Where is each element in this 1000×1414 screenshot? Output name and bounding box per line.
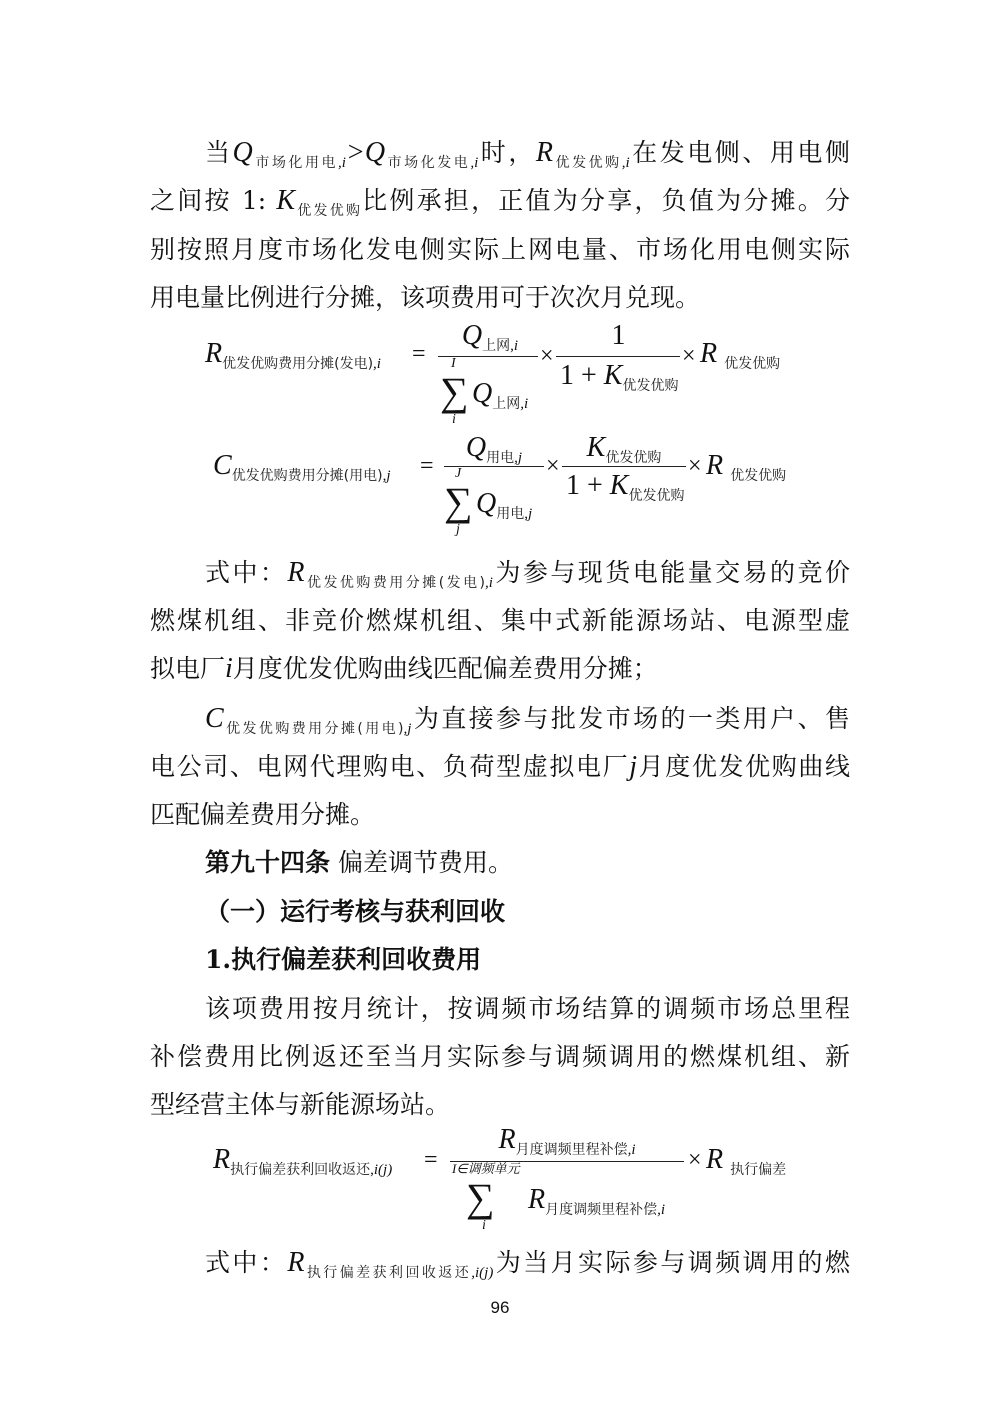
denominator-term: $R_{月度调频里程补偿,i}$ [528, 1184, 666, 1218]
paragraph-line: 匹配偏差费用分摊。 [150, 800, 376, 829]
equals-sign: = [420, 453, 434, 479]
times-sign: × [546, 453, 560, 479]
item-heading: 1.执行偏差获利回收费用 [205, 945, 482, 974]
article-title: 偏差调节费用。 [330, 848, 513, 877]
math-k: $K_{优发优购}$ [276, 185, 363, 219]
math-r: $R_{优发优购,i}$ [535, 137, 630, 171]
paragraph-line: 式中：$R_{执行偏差获利回收返还,i(j)}$为当月实际参与调频调用的燃 [205, 1247, 850, 1281]
denominator: $1 + K_{优发优购}$ [566, 470, 685, 504]
sum-upper-limit: I∈调频单元 [452, 1161, 520, 1176]
sum-lower-limit: j [456, 522, 460, 537]
equals-sign: = [412, 341, 426, 367]
numerator: 1 [611, 320, 626, 351]
times-sign: × [682, 343, 696, 369]
math-r: $R_{优发优购费用分摊(发电),i}$ [287, 557, 493, 591]
times-sign: × [540, 343, 554, 369]
paragraph-line: 电公司、电网代理购电、负荷型虚拟电厂j月度优发优购曲线 [150, 751, 850, 782]
equals-sign: = [424, 1147, 438, 1173]
formula-factor: R $_{优发优购}$ [706, 450, 787, 484]
math-q: $Q_{市场化发电,i}$ [364, 137, 479, 171]
sum-upper-limit: I [451, 356, 456, 371]
math-r: $R_{执行偏差获利回收返还,i(j)}$ [287, 1247, 494, 1281]
formula-factor: R $_{执行偏差}$ [706, 1144, 787, 1178]
text: 当 [205, 138, 233, 167]
numerator: $Q_{用电,j}$ [465, 432, 523, 466]
numerator: $R_{月度调频里程补偿,i}$ [498, 1124, 636, 1158]
sum-lower-limit: i [452, 412, 456, 427]
paragraph-line: 补偿费用比例返还至当月实际参与调频调用的燃煤机组、新 [150, 1042, 850, 1071]
sum-sign: ∑ [466, 1175, 495, 1220]
page-number: 96 [490, 1298, 510, 1317]
paragraph-line [150, 184, 850, 218]
text: 时， [478, 138, 536, 167]
formula-lhs: $R_{优发优购费用分摊(发电),i}$ [205, 338, 381, 372]
numerator: $K_{优发优购}$ [586, 432, 662, 466]
formula-factor: R $_{优发优购}$ [700, 338, 781, 372]
paragraph-line: 该项费用按月统计，按调频市场结算的调频市场总里程 [205, 994, 850, 1023]
math-q: $Q_{市场化用电,i}$ [232, 137, 346, 171]
denominator-term: $Q_{上网,i}$ [472, 378, 529, 412]
sum-sign: ∑ [440, 369, 469, 414]
paragraph-line: 拟电厂i月度优发优购曲线匹配偏差费用分摊； [150, 653, 658, 684]
text: 之间按 1: [150, 186, 267, 215]
paragraph-line [205, 556, 850, 591]
math-gt: > [345, 137, 365, 168]
times-sign: × [688, 453, 702, 479]
text: 式中： [205, 558, 288, 587]
denominator-term: $Q_{用电,j}$ [476, 488, 533, 522]
paragraph-line [205, 136, 850, 171]
text: 在发电侧、用电侧 [629, 138, 850, 167]
paragraph-line: $C_{优发优购费用分摊(用电),j}$为直接参与批发市场的一类用户、售 [205, 703, 850, 737]
paragraph-line: 燃煤机组、非竞价燃煤机组、集中式新能源场站、电源型虚 [150, 606, 850, 635]
paragraph-line: 型经营主体与新能源场站。 [150, 1090, 451, 1119]
paragraph-line: 别按照月度市场化发电侧实际上网电量、市场化用电侧实际 [150, 235, 850, 264]
formula-lhs: $C_{优发优购费用分摊(用电),j}$ [213, 450, 391, 484]
times-sign: × [688, 1147, 702, 1173]
paragraph-line: 用电量比例进行分摊，该项费用可于次次月兑现。 [150, 283, 701, 312]
fraction-bar [556, 356, 680, 357]
denominator: $1 + K_{优发优购}$ [560, 360, 679, 394]
text: 比例承担，正值为分享，负值为分摊。分 [362, 186, 850, 215]
article-heading [205, 846, 850, 880]
formula-lhs: $R_{执行偏差获利回收返还,i(j)}$ [213, 1144, 393, 1178]
sum-sign: ∑ [444, 479, 473, 524]
section-heading: （一）运行考核与获利回收 [205, 897, 506, 926]
sum-lower-limit: i [482, 1218, 486, 1233]
numerator: $Q_{上网,i}$ [461, 320, 519, 354]
fraction-bar [562, 466, 686, 467]
article-number: 第九十四条 [205, 848, 331, 877]
sum-upper-limit: J [455, 466, 462, 481]
math-c: $C_{优发优购费用分摊(用电),j}$ [205, 703, 412, 737]
text: 为参与现货电能量交易的竞价 [492, 558, 850, 587]
